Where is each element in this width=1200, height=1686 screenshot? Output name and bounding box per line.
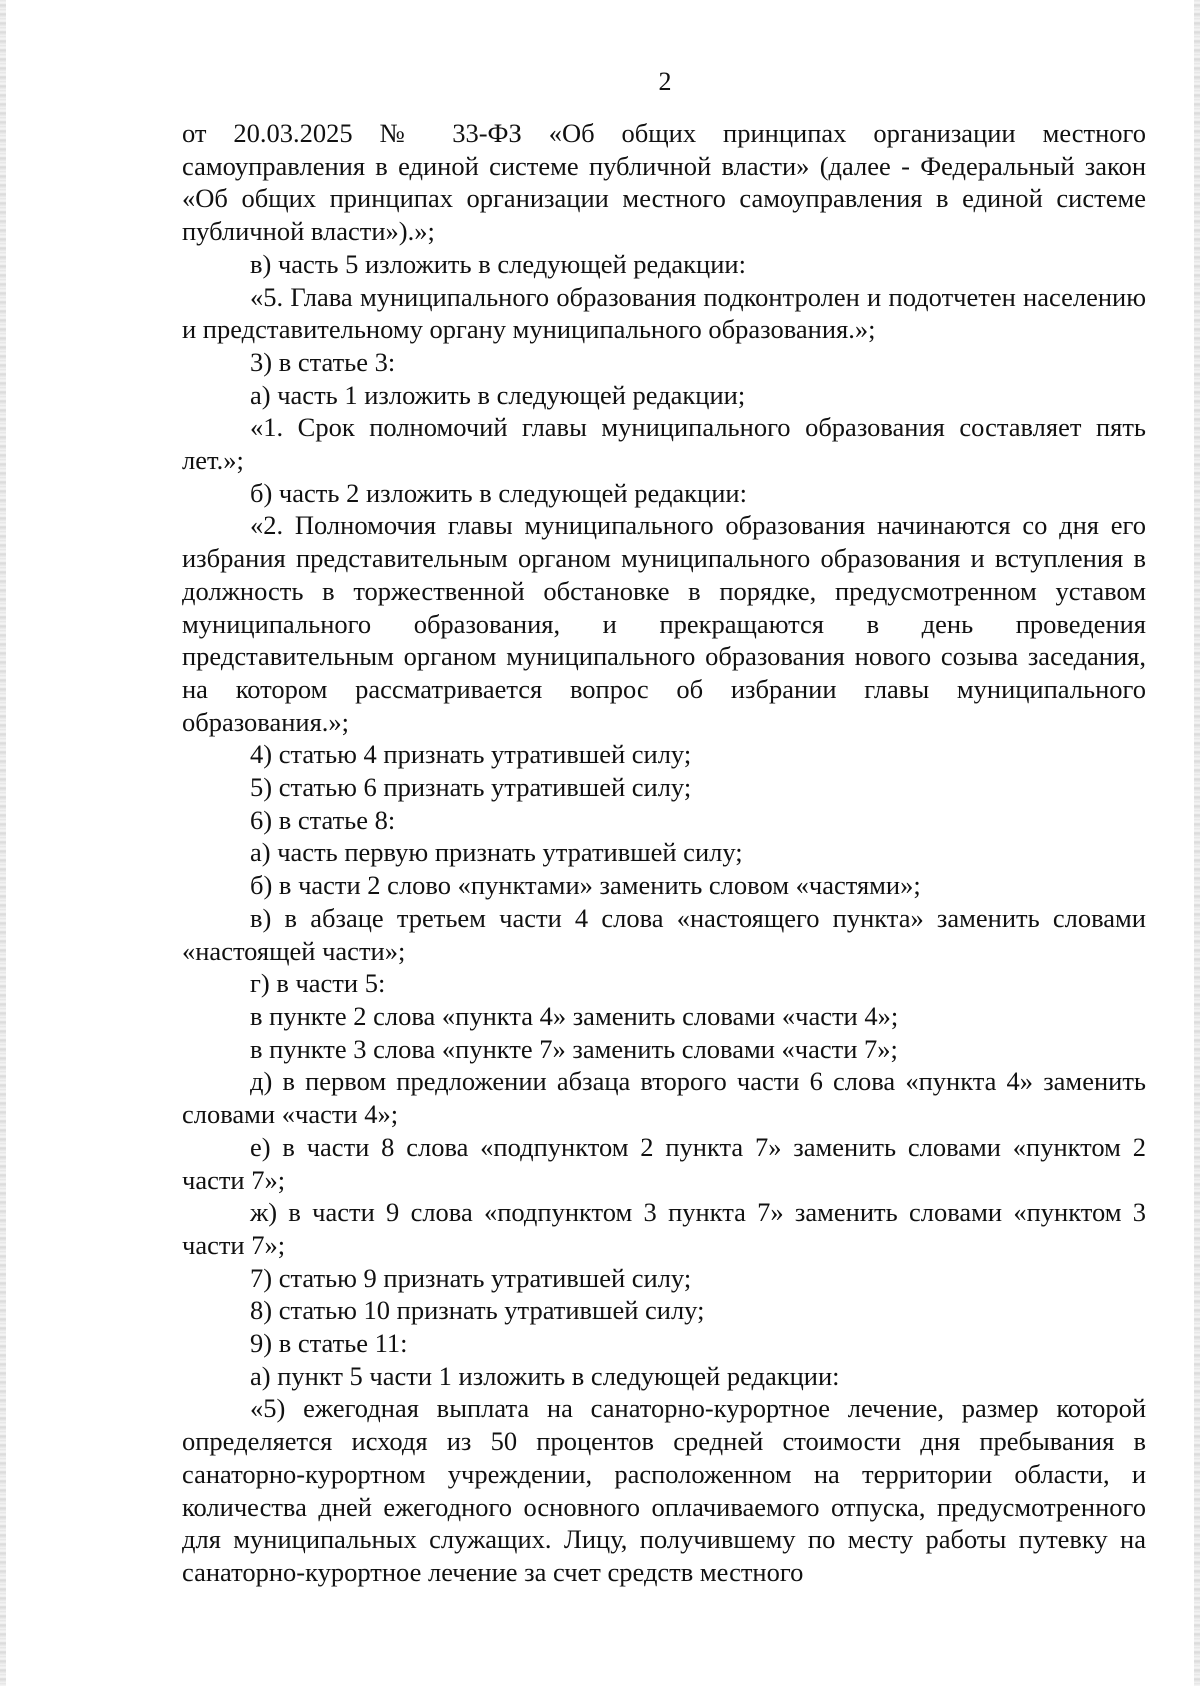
document-paragraph: в) в абзаце третьем части 4 слова «настоящего пункта» заменить словами «настоящей части»; (182, 902, 1146, 966)
document-paragraph: в пункте 2 слова «пункта 4» заменить словами «части 4»; (250, 1000, 899, 1031)
document-paragraph: г) в части 5: (250, 968, 386, 999)
document-paragraph: «1. Срок полномочий главы муниципального образования составляет пять лет.»; (182, 412, 1146, 476)
scan-edge-left (0, 0, 6, 1686)
document-paragraph: 5) статью 6 признать утратившей силу; (250, 772, 692, 803)
document-paragraph: а) пункт 5 части 1 изложить в следующей редакции: (250, 1360, 840, 1391)
document-paragraph: б) в части 2 слово «пунктами» заменить словом «частями»; (250, 870, 921, 901)
document-body (182, 117, 1146, 1589)
document-paragraph: «2. Полномочия главы муниципального образования начинаются со дня его избрания представительным органом муниципального образования и вступления в должность в торжественной обстановке в порядке, предусмотренном уставом муниципального образования, и прекращаются в день проведения представительным органом муниципального образования нового созыва заседания, на котором рассматривается вопрос об избрании главы муниципального образования.»; (182, 510, 1146, 737)
document-paragraph: 4) статью 4 признать утратившей силу; (250, 739, 692, 770)
document-paragraph: 6) в статье 8: (250, 804, 396, 835)
page-number: 2 (658, 67, 672, 96)
document-paragraph: 8) статью 10 признать утратившей силу; (250, 1295, 705, 1326)
document-paragraph: 9) в статье 11: (250, 1328, 408, 1359)
document-paragraph: а) часть первую признать утратившей силу; (250, 837, 743, 868)
document-paragraph: ж) в части 9 слова «подпунктом 3 пункта 7» заменить словами «пунктом 3 части 7»; (182, 1197, 1146, 1260)
document-paragraph: а) часть 1 изложить в следующей редакции; (250, 379, 746, 410)
document-paragraph: 7) статью 9 признать утратившей силу; (250, 1262, 692, 1293)
document-paragraph: 3) в статье 3: (250, 346, 396, 377)
document-paragraph: в пункте 3 слова «пункте 7» заменить словами «части 7»; (250, 1033, 898, 1064)
document-paragraph: в) часть 5 изложить в следующей редакции: (250, 248, 746, 279)
document-paragraph: «5) ежегодная выплата на санаторно-курортное лечение, размер которой определяется исходя из 50 процентов средней стоимости дня пребывания в санаторно-курортном учреждении, расположенном на территории области, и количества дней ежегодного основного оплачиваемого отпуска, предусмотренного для муниципальных служащих. Лицу, получившему по месту работы путевку на санаторно-курортное лечение за счет средств местного (182, 1393, 1146, 1587)
document-paragraph: б) часть 2 изложить в следующей редакции: (250, 477, 747, 508)
document-paragraph: «5. Глава муниципального образования подконтролен и подотчетен населению и представительному органу муниципального образования.»; (182, 281, 1146, 345)
scan-edge-right (1194, 0, 1200, 1686)
document-paragraph: от 20.03.2025 № 33-ФЗ «Об общих принципах организации местного самоуправления в единой системе публичной власти» (далее - Федеральный закон «Об общих принципах организации местного самоуправления в единой системе публичной власти»).»; (182, 118, 1146, 247)
document-paragraph: д) в первом предложении абзаца второго части 6 слова «пункта 4» заменить словами «части 4»; (182, 1066, 1146, 1130)
document-paragraph: е) в части 8 слова «подпунктом 2 пункта 7» заменить словами «пунктом 2 части 7»; (182, 1131, 1146, 1195)
